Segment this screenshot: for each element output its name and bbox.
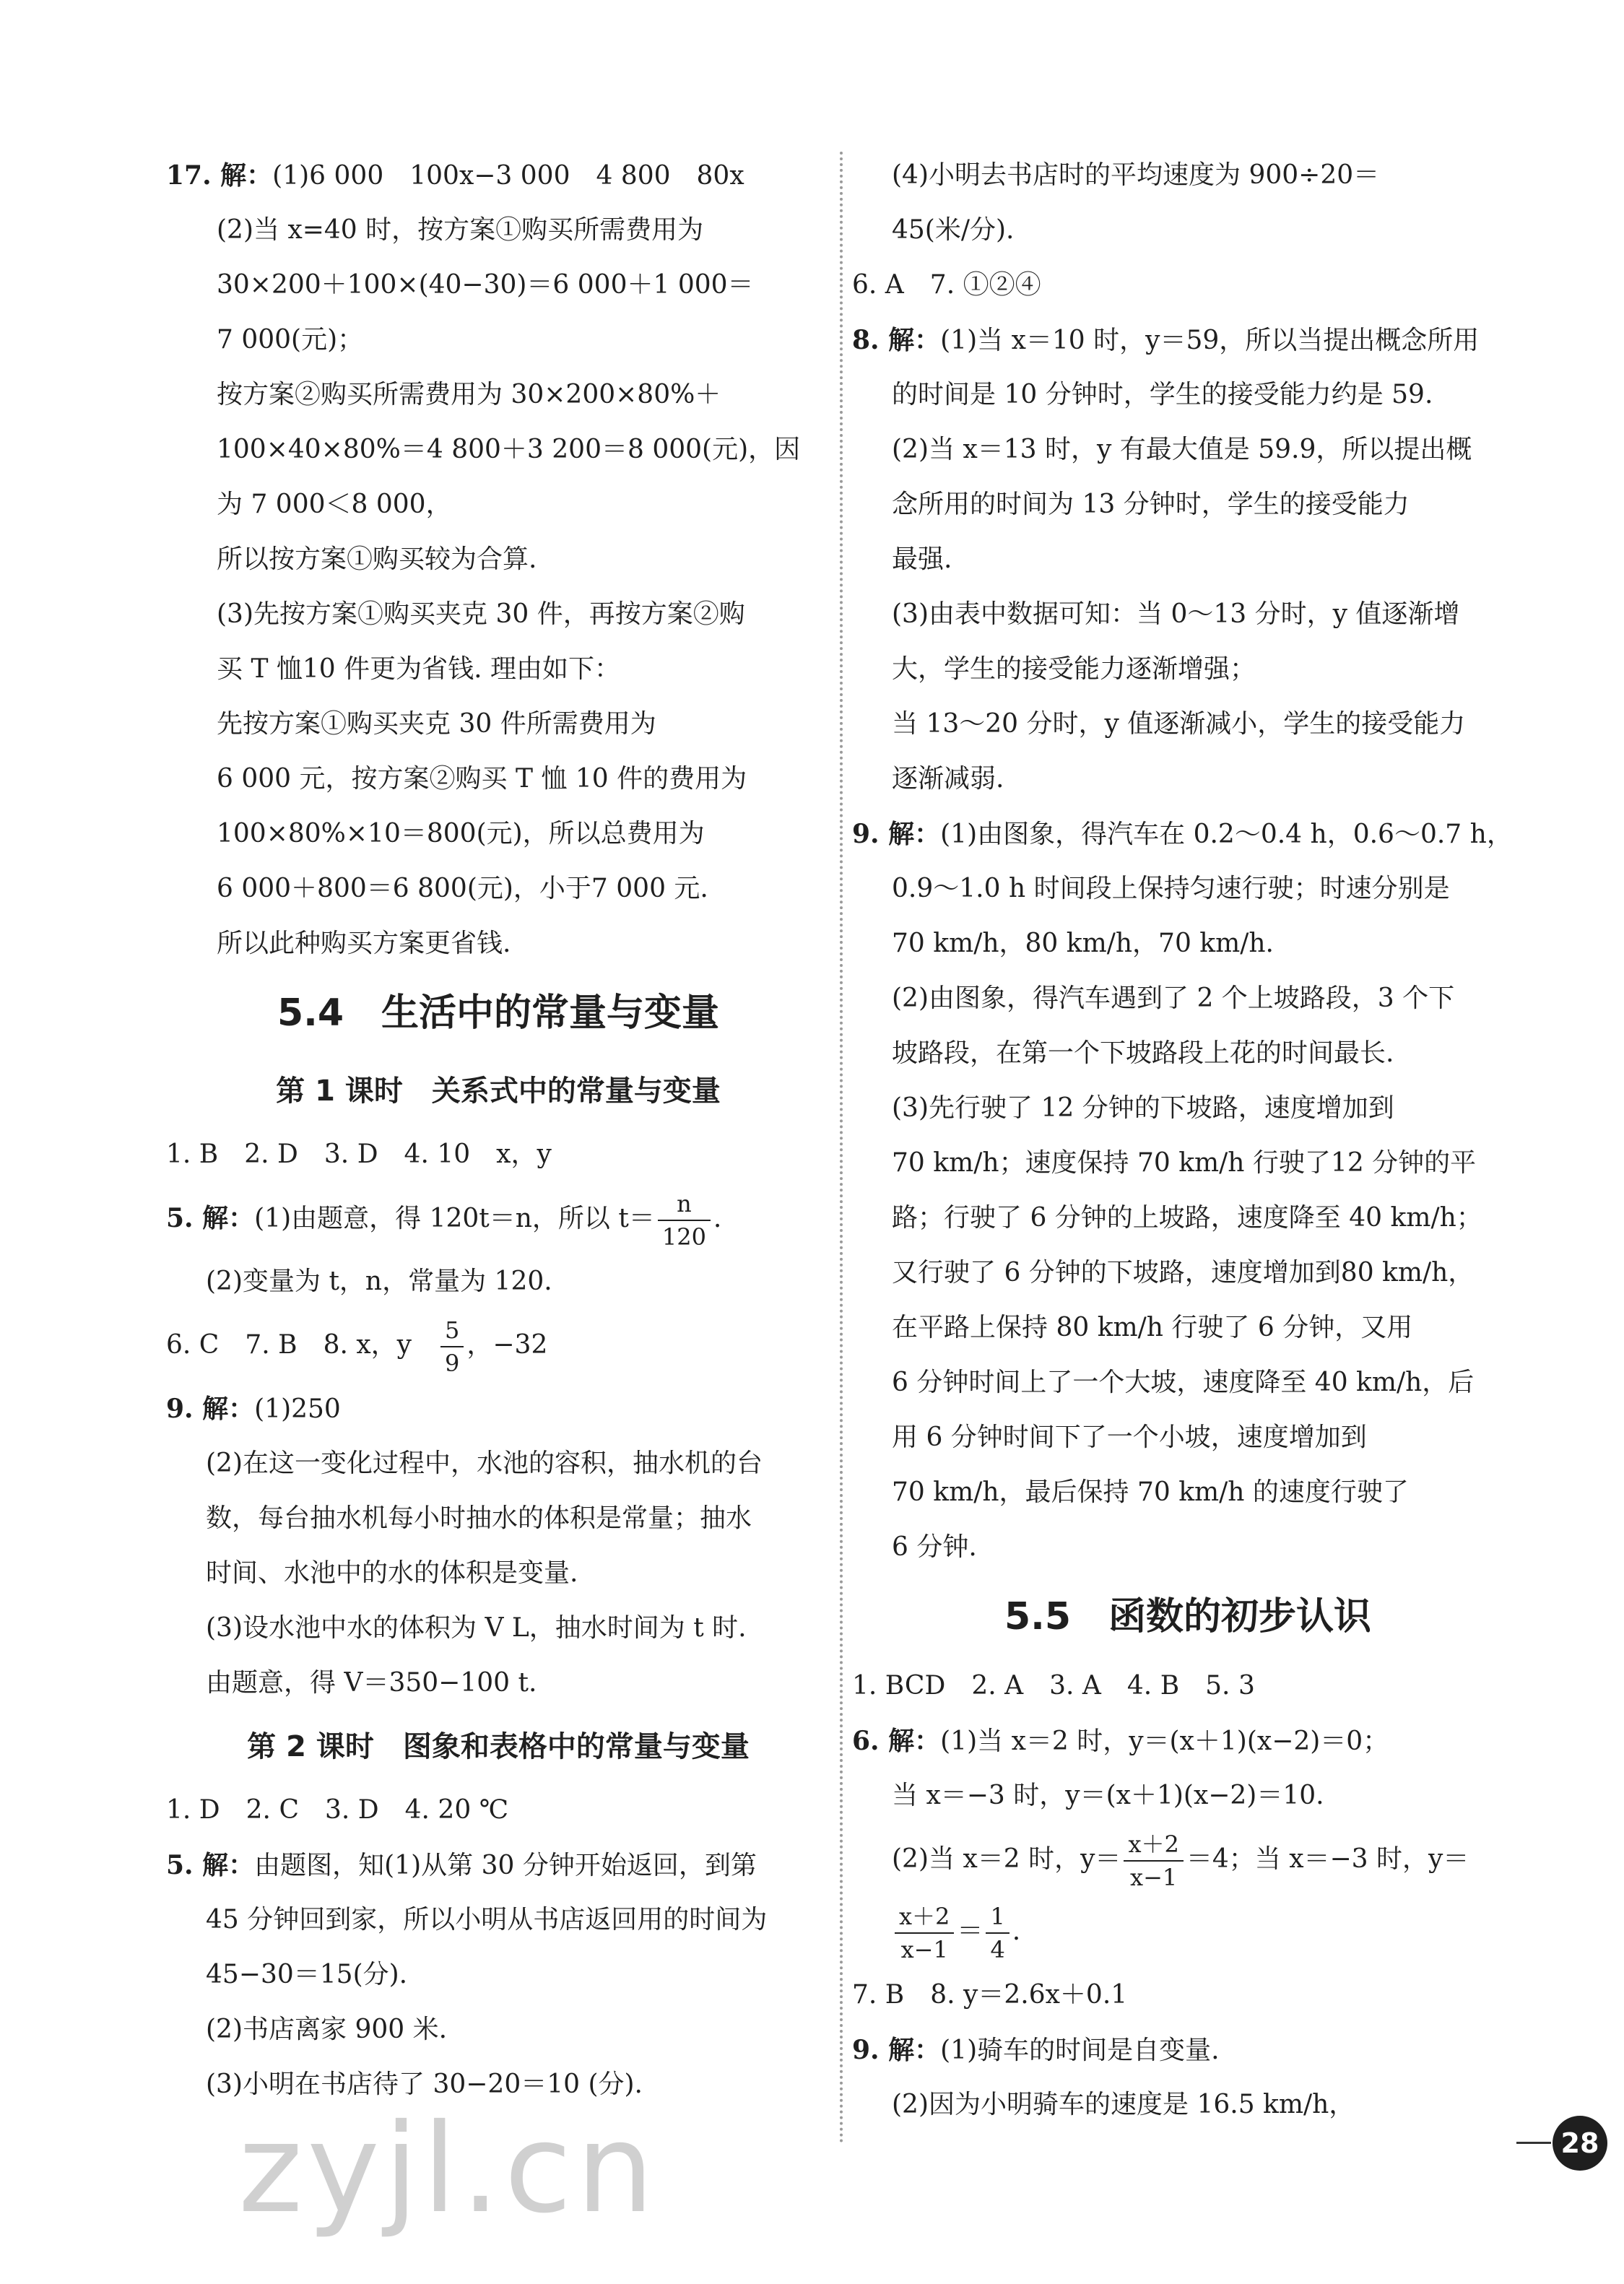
denominator: x−1 xyxy=(900,1936,948,1963)
q6-part2-end: ＝4；当 x＝−3 时，y＝ xyxy=(1186,1844,1469,1874)
column-divider xyxy=(840,152,843,2145)
text-line: 100×80%×10＝800(元)，所以总费用为 xyxy=(217,819,705,848)
text-line: 所以此种购买方案更省钱. xyxy=(217,929,511,958)
text-line: (3)小明在书店待了 30−20＝10 (分). xyxy=(206,2070,643,2099)
text-line: (2)变量为 t，n，常量为 120. xyxy=(206,1267,552,1296)
q5b-label: 5. 解： xyxy=(166,1850,255,1880)
text-line: 7 000(元)； xyxy=(217,325,364,355)
q8-label: 8. 解： xyxy=(852,325,941,355)
text-line: 路；行驶了 6 分钟的上坡路，速度降至 40 km/h； xyxy=(892,1203,1482,1233)
text-line: (2)因为小明骑车的速度是 16.5 km/h， xyxy=(892,2090,1355,2119)
q8-text: (1)当 x＝10 时，y＝59，所以当提出概念所用 xyxy=(940,326,1480,355)
text-line: 当 x＝−3 时，y＝(x＋1)(x−2)＝10. xyxy=(892,1781,1324,1810)
text-line: (4)小明去书店时的平均速度为 900÷20＝ xyxy=(892,160,1380,190)
q5-line xyxy=(166,1182,830,1254)
text-line: (2)书店离家 900 米. xyxy=(206,2015,448,2044)
text-line: 买 T 恤10 件更为省钱. 理由如下： xyxy=(217,654,621,684)
q6-label: 6. 解： xyxy=(852,1726,941,1756)
text-line: 为 7 000＜8 000， xyxy=(217,490,452,519)
text-line: 6 分钟. xyxy=(892,1532,977,1562)
fraction xyxy=(1124,1828,1183,1893)
q6-line xyxy=(852,1714,1524,1768)
text-line: 大，学生的接受能力逐渐增强； xyxy=(892,654,1256,684)
q6-part2 xyxy=(852,1823,1524,1896)
text-line: 6 000 元，按方案②购买 T 恤 10 件的费用为 xyxy=(217,764,747,794)
text-line: 时间、水池中的水的体积是变量. xyxy=(206,1558,578,1588)
answers-1-4: 1. B 2. D 3. D 4. 10 x，y xyxy=(166,1139,552,1169)
answers-1-4b: 1. D 2. C 3. D 4. 20 ℃ xyxy=(166,1795,508,1825)
text-line: (2)由图象，得汽车遇到了 2 个上坡路段，3 个下 xyxy=(892,983,1455,1013)
numerator: x＋2 xyxy=(1124,1828,1183,1862)
q17-label: 17. 解： xyxy=(166,160,273,191)
answers-7-8: 7. B 8. y＝2.6x＋0.1 xyxy=(852,1980,1128,2010)
text-line: (3)先行驶了 12 分钟的下坡路，速度增加到 xyxy=(892,1093,1394,1123)
q5-text: (1)由题意，得 120t＝n，所以 t＝ xyxy=(254,1204,655,1233)
equals: ＝ xyxy=(957,1916,983,1946)
section-title-5-5: 5.5 函数的初步认识 xyxy=(1004,1595,1372,1638)
fraction xyxy=(895,1901,954,1966)
text-line: (2)当 x＝13 时，y 有最大值是 59.9，所以提出概 xyxy=(892,435,1472,464)
answers-6-8-text: 6. C 7. B 8. x，y xyxy=(166,1330,412,1360)
text-line: 用 6 分钟时间下了一个小坡，速度增加到 xyxy=(892,1423,1367,1452)
q9r-line xyxy=(852,807,1524,861)
text-line: 当 13～20 分时，y 值逐渐减小，学生的接受能力 xyxy=(892,709,1466,739)
q17-part1: (1)6 000 100x−3 000 4 800 80x xyxy=(272,161,744,191)
q5b-line xyxy=(166,1838,830,1893)
numerator: n xyxy=(658,1188,711,1221)
text-line: 0.9～1.0 h 时间段上保持匀速行驶；时速分别是 xyxy=(892,874,1450,903)
denominator: x−1 xyxy=(1130,1864,1178,1891)
text-line: 45(米/分). xyxy=(892,215,1015,245)
q9-text: (1)250 xyxy=(254,1394,341,1424)
q9-label: 9. 解： xyxy=(166,1394,255,1424)
q17-line xyxy=(166,148,830,203)
text-line: (2)当 x=40 时，按方案①购买所需费用为 xyxy=(217,215,704,245)
right-column xyxy=(852,148,1524,2132)
page-number-dash xyxy=(1516,2142,1551,2144)
q9-line xyxy=(166,1381,830,1436)
text-line: 先按方案①购买夹克 30 件所需费用为 xyxy=(217,709,656,739)
text-line: 最强. xyxy=(892,544,952,574)
denominator: 120 xyxy=(661,1223,706,1251)
text-line: 45−30＝15(分). xyxy=(206,1960,408,1989)
text-line: 30×200＋100×(40−30)＝6 000＋1 000＝ xyxy=(217,270,754,300)
punct: . xyxy=(1012,1916,1021,1946)
text-line: (2)在这一变化过程中，水池的容积，抽水机的台 xyxy=(206,1449,763,1478)
numerator: 1 xyxy=(986,1901,1009,1934)
q6-part2-text: (2)当 x＝2 时，y＝ xyxy=(892,1844,1121,1874)
text-line: 按方案②购买所需费用为 30×200×80%＋ xyxy=(217,380,721,409)
text-line: (3)先按方案①购买夹克 30 件，再按方案②购 xyxy=(217,599,745,629)
answers-6-8 xyxy=(166,1309,830,1381)
lesson-title-1: 第 1 课时 关系式中的常量与变量 xyxy=(276,1074,721,1108)
text-line: 100×40×80%＝4 800＋3 200＝8 000(元)，因 xyxy=(217,435,801,464)
q9r-text: (1)由图象，得汽车在 0.2～0.4 h，0.6～0.7 h， xyxy=(940,820,1513,849)
fraction xyxy=(440,1314,464,1379)
text-line: (3)由表中数据可知：当 0～13 分时，y 值逐渐增 xyxy=(892,599,1460,629)
section-title-5-4: 5.4 生活中的常量与变量 xyxy=(277,991,720,1035)
fraction xyxy=(986,1901,1009,1966)
q5b-text: 由题图，知(1)从第 30 分钟开始返回，到第 xyxy=(254,1851,757,1880)
numerator: x＋2 xyxy=(895,1901,954,1934)
text-line: 70 km/h，80 km/h，70 km/h. xyxy=(892,929,1274,958)
denominator: 4 xyxy=(990,1936,1005,1963)
text-line: 所以按方案①购买较为合算. xyxy=(217,544,537,574)
q9c-text: (1)骑车的时间是自变量. xyxy=(940,2036,1220,2065)
lesson-title-2: 第 2 课时 图象和表格中的常量与变量 xyxy=(247,1730,750,1763)
denominator: 9 xyxy=(445,1350,460,1377)
page-number-badge: 28 xyxy=(1553,2116,1607,2171)
text-line: 在平路上保持 80 km/h 行驶了 6 分钟，又用 xyxy=(892,1313,1413,1342)
punct: . xyxy=(713,1204,722,1233)
text-line: 6 000＋800＝6 800(元)，小于7 000 元. xyxy=(217,874,708,903)
text-line: 6 分钟时间上了一个大坡，速度降至 40 km/h，后 xyxy=(892,1368,1475,1397)
text-line: 的时间是 10 分钟时，学生的接受能力约是 59. xyxy=(892,380,1433,409)
watermark-logo: zyjl.cn xyxy=(238,2098,659,2241)
text-line: 70 km/h，最后保持 70 km/h 的速度行驶了 xyxy=(892,1477,1409,1507)
q5-label: 5. 解： xyxy=(166,1203,255,1233)
text-line: 又行驶了 6 分钟的下坡路，速度增加到80 km/h， xyxy=(892,1258,1475,1288)
answers-1-5: 1. BCD 2. A 3. A 4. B 5. 3 xyxy=(852,1671,1255,1701)
text-line: 45 分钟回到家，所以小明从书店返回用的时间为 xyxy=(206,1905,768,1935)
text-line: 数，每台抽水机每小时抽水的体积是常量；抽水 xyxy=(206,1503,752,1533)
text-line: 坡路段，在第一个下坡路段上花的时间最长. xyxy=(892,1038,1394,1068)
text-line: 70 km/h；速度保持 70 km/h 行驶了12 分钟的平 xyxy=(892,1148,1477,1178)
q6-part2-cont xyxy=(852,1896,1524,1968)
text-line: 逐渐减弱. xyxy=(892,764,1004,794)
numerator: 5 xyxy=(440,1314,464,1347)
q9r-label: 9. 解： xyxy=(852,819,941,849)
text-line: (3)设水池中水的体积为 V L，抽水时间为 t 时. xyxy=(206,1613,747,1643)
q8-line xyxy=(852,313,1524,368)
answers-6-7: 6. A 7. ①②④ xyxy=(852,270,1041,300)
text-line: 由题意，得 V＝350−100 t. xyxy=(206,1668,537,1698)
q9c-line xyxy=(852,2023,1524,2077)
q6-text: (1)当 x＝2 时，y＝(x＋1)(x−2)＝0； xyxy=(940,1727,1389,1756)
text-line: 念所用的时间为 13 分钟时，学生的接受能力 xyxy=(892,490,1410,519)
q9c-label: 9. 解： xyxy=(852,2035,941,2065)
answers-6-8-end: ，−32 xyxy=(466,1330,548,1360)
fraction xyxy=(658,1188,711,1253)
left-column xyxy=(166,148,830,2112)
